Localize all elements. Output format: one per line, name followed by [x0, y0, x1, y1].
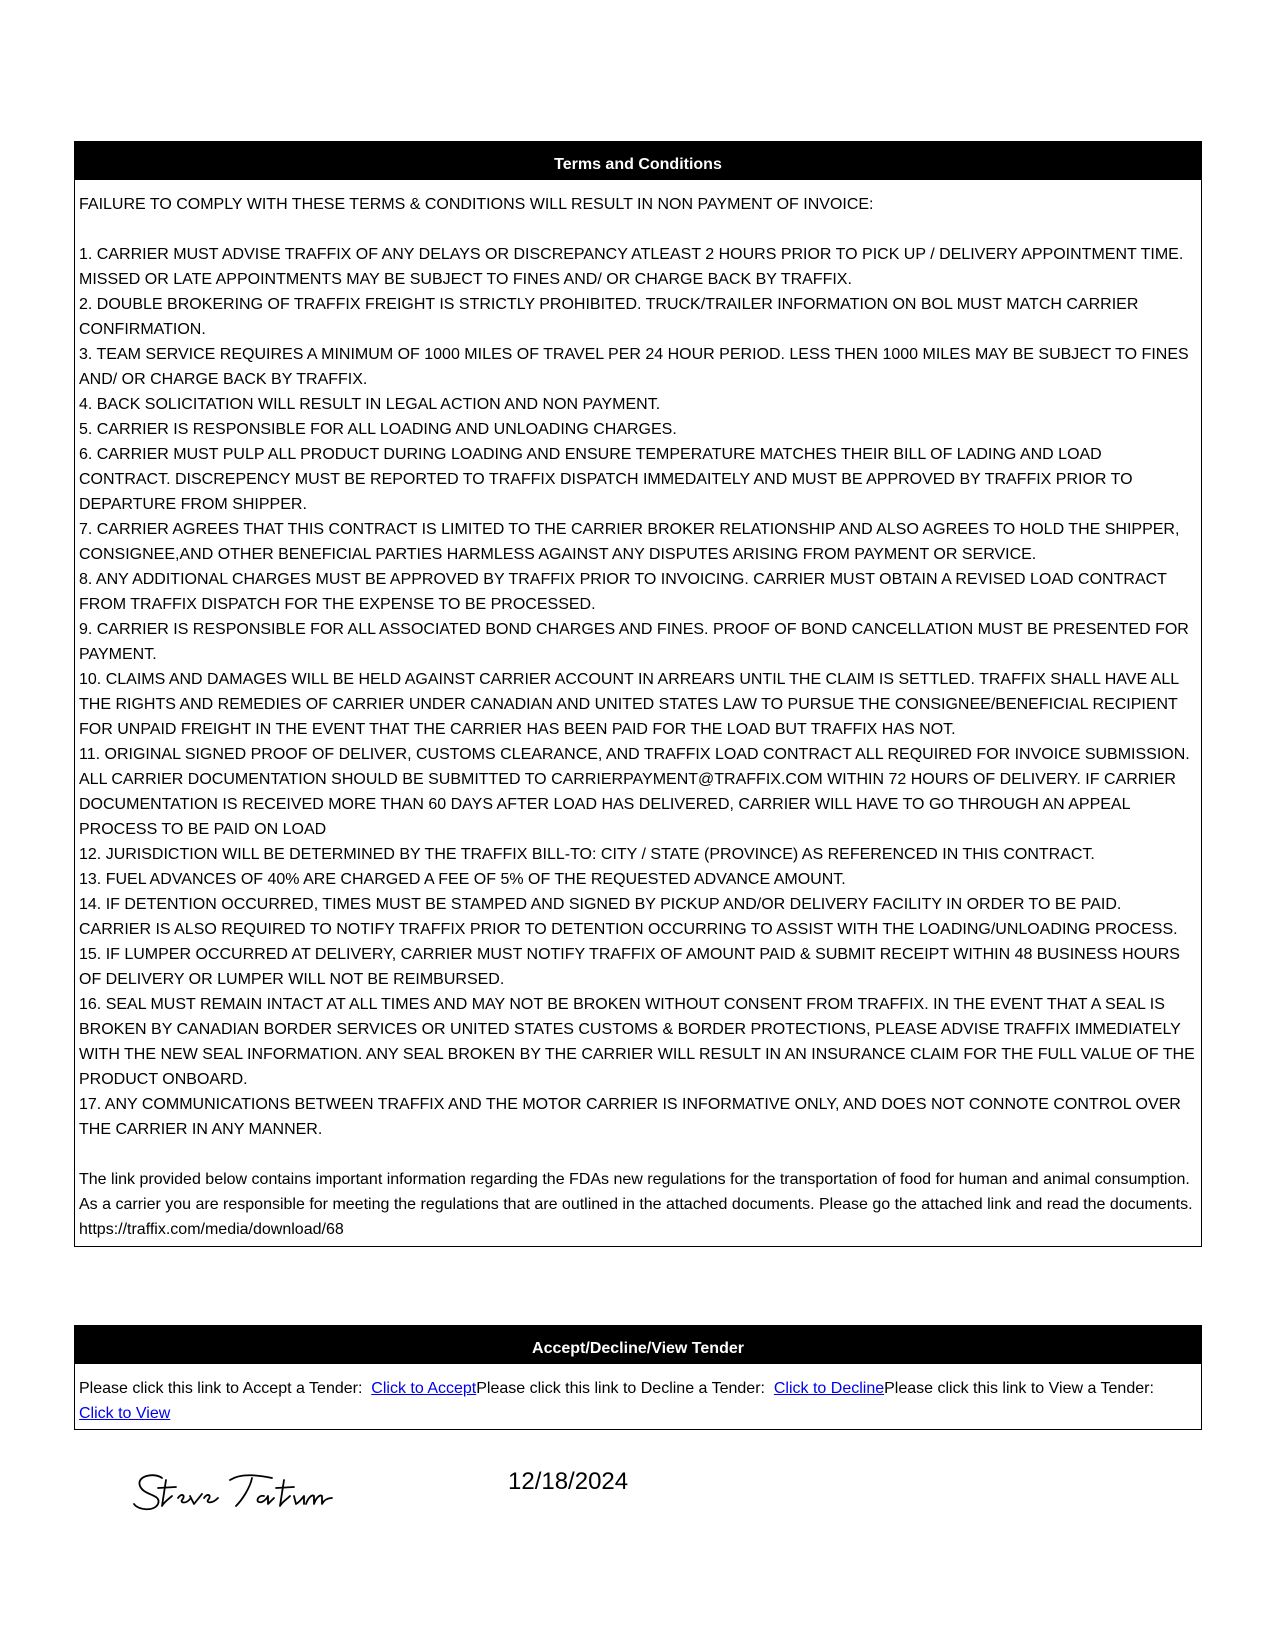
- tender-header: Accept/Decline/View Tender: [75, 1326, 1201, 1364]
- term-item: 12. JURISDICTION WILL BE DETERMINED BY THE TRAFFIX BILL-TO: CITY / STATE (PROVINCE) AS REFERENCED IN THIS CONTRACT.: [79, 846, 1095, 863]
- term-item: 9. CARRIER IS RESPONSIBLE FOR ALL ASSOCIATED BOND CHARGES AND FINES. PROOF OF BOND CANCELLATION MUST BE PRESENTED FOR PAYMENT.: [79, 621, 1189, 663]
- term-item: 17. ANY COMMUNICATIONS BETWEEN TRAFFIX AND THE MOTOR CARRIER IS INFORMATIVE ONLY, AND DOES NOT CONNOTE CONTROL OVER THE CARRIER IN ANY MANNER.: [79, 1096, 1181, 1138]
- terms-and-conditions-section: [74, 141, 1202, 1247]
- term-item: 8. ANY ADDITIONAL CHARGES MUST BE APPROVED BY TRAFFIX PRIOR TO INVOICING. CARRIER MUST OBTAIN A REVISED LOAD CONTRACT FROM TRAFFIX DISPATCH FOR THE EXPENSE TO BE PROCESSED.: [79, 571, 1167, 613]
- view-prompt: Please click this link to View a Tender:: [884, 1380, 1163, 1397]
- signature-image: [132, 1466, 337, 1514]
- fda-notice: The link provided below contains important information regarding the FDAs new regulations for the transportation of food for human and animal consumption. As a carrier you are responsible for meeting the regulations that are outlined in the attached documents. Please go the attached link and read the documents. https://traffix.com/media/download/68: [79, 1171, 1193, 1238]
- term-item: 7. CARRIER AGREES THAT THIS CONTRACT IS LIMITED TO THE CARRIER BROKER RELATIONSHIP AND ALSO AGREES TO HOLD THE SHIPPER, CONSIGNEE,AND OTHER BENEFICIAL PARTIES HARMLESS AGAINST ANY DISPUTES ARISING FROM PAYMENT OR SERVICE.: [79, 521, 1180, 563]
- accept-link[interactable]: Click to Accept: [371, 1380, 477, 1397]
- term-item: 11. ORIGINAL SIGNED PROOF OF DELIVER, CUSTOMS CLEARANCE, AND TRAFFIX LOAD CONTRACT ALL REQUIRED FOR INVOICE SUBMISSION. ALL CARRIER DOCUMENTATION SHOULD BE SUBMITTED TO CARRIERPAYMENT@TRAFFIX.COM WITHIN 72 HOURS OF DELIVERY. IF CARRIER DOCUMENTATION IS RECEIVED MORE THAN 60 DAYS AFTER LOAD HAS DELIVERED, CARRIER WILL HAVE TO GO THROUGH AN APPEAL PROCESS TO BE PAID ON LOAD: [79, 746, 1190, 838]
- term-item: 16. SEAL MUST REMAIN INTACT AT ALL TIMES AND MAY NOT BE BROKEN WITHOUT CONSENT FROM TRAFFIX. IN THE EVENT THAT A SEAL IS BROKEN BY CANADIAN BORDER SERVICES OR UNITED STATES CUSTOMS & BORDER PROTECTIONS, PLEASE ADVISE TRAFFIX IMMEDIATELY WITH THE NEW SEAL INFORMATION. ANY SEAL BROKEN BY THE CARRIER WILL RESULT IN AN INSURANCE CLAIM FOR THE FULL VALUE OF THE PRODUCT ONBOARD.: [79, 996, 1195, 1088]
- view-link[interactable]: Click to View: [79, 1405, 171, 1422]
- tender-body: [75, 1364, 1201, 1429]
- accept-prompt: Please click this link to Accept a Tender:: [79, 1380, 372, 1397]
- terms-intro: FAILURE TO COMPLY WITH THESE TERMS & CONDITIONS WILL RESULT IN NON PAYMENT OF INVOICE:: [79, 196, 874, 213]
- terms-list: [79, 242, 1197, 1142]
- term-item: 5. CARRIER IS RESPONSIBLE FOR ALL LOADING AND UNLOADING CHARGES.: [79, 421, 677, 438]
- term-item: 4. BACK SOLICITATION WILL RESULT IN LEGAL ACTION AND NON PAYMENT.: [79, 396, 661, 413]
- decline-prompt: Please click this link to Decline a Tender:: [476, 1380, 774, 1397]
- term-item: 3. TEAM SERVICE REQUIRES A MINIMUM OF 1000 MILES OF TRAVEL PER 24 HOUR PERIOD. LESS THEN 1000 MILES MAY BE SUBJECT TO FINES AND/ OR CHARGE BACK BY TRAFFIX.: [79, 346, 1189, 388]
- term-item: 6. CARRIER MUST PULP ALL PRODUCT DURING LOADING AND ENSURE TEMPERATURE MATCHES THEIR BILL OF LADING AND LOAD CONTRACT. DISCREPENCY MUST BE REPORTED TO TRAFFIX DISPATCH IMMEDAITELY AND MUST BE APPROVED BY TRAFFIX PRIOR TO DEPARTURE FROM SHIPPER.: [79, 446, 1133, 513]
- terms-header: Terms and Conditions: [75, 142, 1201, 180]
- tender-section: [74, 1325, 1202, 1430]
- term-item: 1. CARRIER MUST ADVISE TRAFFIX OF ANY DELAYS OR DISCREPANCY ATLEAST 2 HOURS PRIOR TO PICK UP / DELIVERY APPOINTMENT TIME. MISSED OR LATE APPOINTMENTS MAY BE SUBJECT TO FINES AND/ OR CHARGE BACK BY TRAFFIX.: [79, 246, 1184, 288]
- decline-link[interactable]: Click to Decline: [773, 1380, 885, 1397]
- terms-body: [75, 180, 1201, 1246]
- signature-date: 12/18/2024: [508, 1468, 629, 1495]
- term-item: 2. DOUBLE BROKERING OF TRAFFIX FREIGHT IS STRICTLY PROHIBITED. TRUCK/TRAILER INFORMATION ON BOL MUST MATCH CARRIER CONFIRMATION.: [79, 296, 1139, 338]
- term-item: 13. FUEL ADVANCES OF 40% ARE CHARGED A FEE OF 5% OF THE REQUESTED ADVANCE AMOUNT.: [79, 871, 846, 888]
- term-item: 10. CLAIMS AND DAMAGES WILL BE HELD AGAINST CARRIER ACCOUNT IN ARREARS UNTIL THE CLAIM IS SETTLED. TRAFFIX SHALL HAVE ALL THE RIGHTS AND REMEDIES OF CARRIER UNDER CANADIAN AND UNITED STATES LAW TO PURSUE THE CONSIGNEE/BENEFICIAL RECIPIENT FOR UNPAID FREIGHT IN THE EVENT THAT THE CARRIER HAS BEEN PAID FOR THE LOAD BUT TRAFFIX HAS NOT.: [79, 671, 1179, 738]
- term-item: 14. IF DETENTION OCCURRED, TIMES MUST BE STAMPED AND SIGNED BY PICKUP AND/OR DELIVERY FACILITY IN ORDER TO BE PAID. CARRIER IS ALSO REQUIRED TO NOTIFY TRAFFIX PRIOR TO DETENTION OCCURRING TO ASSIST WITH THE LOADING/UNLOADING PROCESS.: [79, 896, 1178, 938]
- term-item: 15. IF LUMPER OCCURRED AT DELIVERY, CARRIER MUST NOTIFY TRAFFIX OF AMOUNT PAID & SUBMIT RECEIPT WITHIN 48 BUSINESS HOURS OF DELIVERY OR LUMPER WILL NOT BE REIMBURSED.: [79, 946, 1180, 988]
